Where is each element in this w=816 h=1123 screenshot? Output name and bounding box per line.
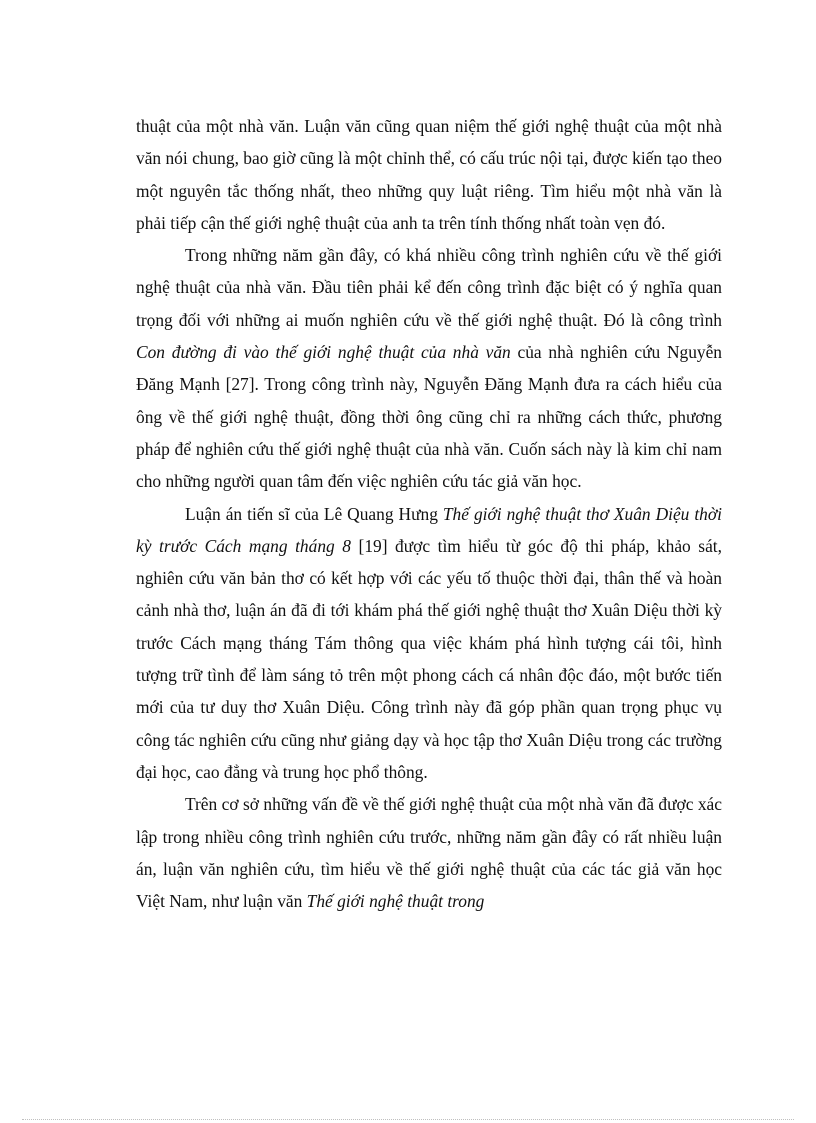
paragraph-4 [136, 788, 722, 917]
paragraph-4-text-start: Trên cơ sở những vấn đề về thế giới nghệ thuật của một nhà văn đã được xác lập trong nhiều công trình nghiên cứu trước, những năm gần đây có rất nhiều luận án, luận văn nghiên cứu, tìm hiểu về thế giới nghệ thuật của các tác giả văn học Việt Nam, như luận văn [136, 794, 722, 912]
paragraph-3-text-end: [19] được tìm hiểu từ góc độ thi pháp, khảo sát, nghiên cứu văn bản thơ có kết hợp với các yếu tố thuộc thời đại, thân thế và hoàn cảnh nhà thơ, luận án đã đi tới khám phá thế giới nghệ thuật thơ Xuân Diệu thời kỳ trước Cách mạng tháng Tám thông qua việc khám phá hình tượng cái tôi, hình tượng trữ tình để làm sáng tỏ trên một phong cách cá nhân độc đáo, một bước tiến mới của tư duy thơ Xuân Diệu. Công trình này đã góp phần quan trọng phục vụ công tác nghiên cứu cũng như giảng dạy và học tập thơ Xuân Diệu trong các trường đại học, cao đẳng và trung học phổ thông. [136, 535, 722, 782]
paragraph-3-text-start: Luận án tiến sĩ của Lê Quang Hưng [185, 503, 443, 524]
paragraph-3 [136, 498, 722, 789]
paragraph-2-book-title: Con đường đi vào thế giới nghệ thuật của nhà văn [136, 342, 511, 363]
paragraph-1 [136, 110, 722, 239]
paragraph-2-text-start: Trong những năm gần đây, có khá nhiều công trình nghiên cứu về thế giới nghệ thuật của nhà văn. Đầu tiên phải kể đến công trình đặc biệt có ý nghĩa quan trọng đối với những ai muốn nghiên cứu về thế giới nghệ thuật. Đó là công trình [136, 245, 722, 330]
page-bottom-divider [22, 1119, 794, 1120]
paragraph-3-thesis-title: Thế giới nghệ thuật thơ Xuân Diệu thời kỳ trước Cách mạng tháng 8 [136, 503, 722, 556]
paragraph-1-text: thuật của một nhà văn. Luận văn cũng quan niệm thế giới nghệ thuật của một nhà văn nói chung, bao giờ cũng là một chỉnh thể, có cấu trúc nội tại, được kiến tạo theo một nguyên tắc thống nhất, theo những quy luật riêng. Tìm hiểu một nhà văn là phải tiếp cận thế giới nghệ thuật của anh ta trên tính thống nhất toàn vẹn đó. [136, 116, 722, 233]
paragraph-4-thesis-title: Thế giới nghệ thuật trong [306, 891, 485, 912]
body-text [136, 110, 722, 917]
paragraph-2-text-end: của nhà nghiên cứu Nguyễn Đăng Mạnh [27]. Trong công trình này, Nguyễn Đăng Mạnh đưa ra cách hiểu của ông về thế giới nghệ thuật, đồng thời ông cũng chỉ ra những cách thức, phương pháp để nghiên cứu thế giới nghệ thuật của nhà văn. Cuốn sách này là kim chỉ nam cho những người quan tâm đến việc nghiên cứu tác giả văn học. [136, 342, 723, 492]
paragraph-2 [136, 239, 722, 497]
